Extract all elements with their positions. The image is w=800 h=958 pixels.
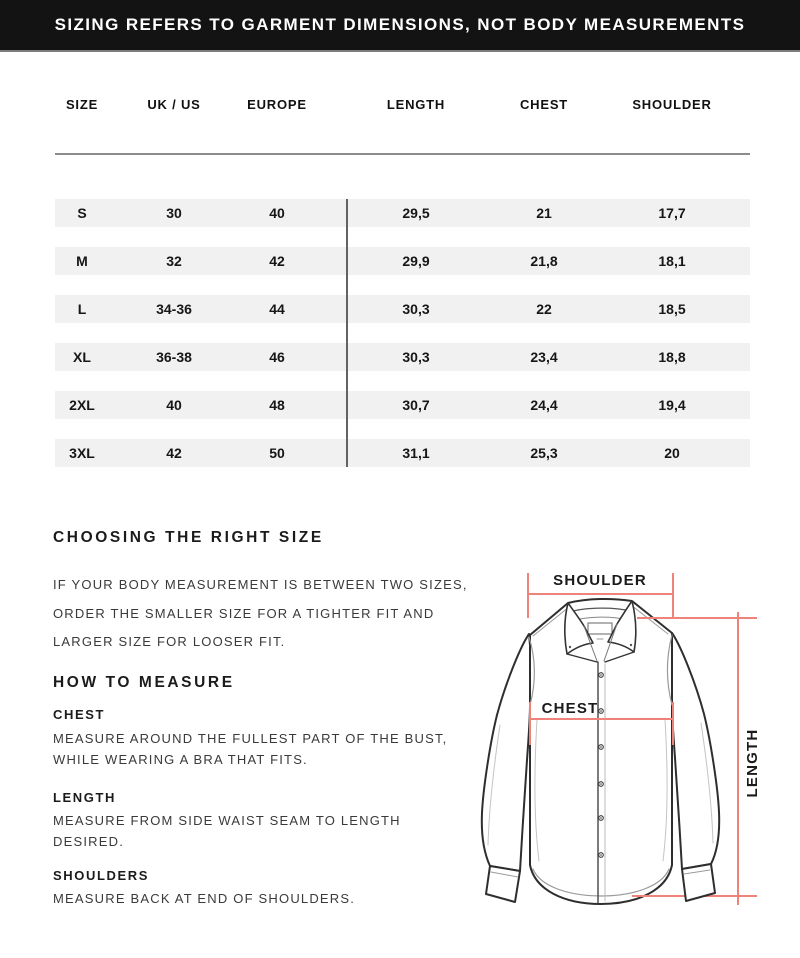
table-cell: S xyxy=(77,205,87,221)
shirt-measurement-diagram xyxy=(480,555,800,935)
measure-shoulders-text xyxy=(53,889,355,910)
table-cell: 44 xyxy=(269,301,285,317)
table-cell: 40 xyxy=(166,397,182,413)
table-row-xl xyxy=(55,343,750,371)
measure-chest-text xyxy=(53,729,448,770)
table-cell: 40 xyxy=(269,205,285,221)
table-cell: 22 xyxy=(536,301,552,317)
table-cell: 32 xyxy=(166,253,182,269)
table-cell: 31,1 xyxy=(402,445,430,461)
table-cell: 25,3 xyxy=(530,445,558,461)
table-cell: L xyxy=(77,301,87,317)
table-cell: 2XL xyxy=(69,397,95,413)
table-cell: 29,9 xyxy=(402,253,430,269)
table-cell: 19,4 xyxy=(658,397,686,413)
text-line: DESIRED. xyxy=(53,833,125,849)
table-cell: 50 xyxy=(269,445,285,461)
column-header-uk-us: UK / US xyxy=(147,97,201,112)
table-cell: 48 xyxy=(269,397,285,413)
table-cell: 30 xyxy=(166,205,182,221)
column-header-chest: CHEST xyxy=(519,97,569,112)
diagram-shoulder-label: SHOULDER xyxy=(553,572,647,589)
table-cell: M xyxy=(76,253,88,269)
text-line: MEASURE BACK AT END OF SHOULDERS. xyxy=(53,891,356,906)
table-cell: 18,8 xyxy=(658,349,686,365)
text-line: LARGER SIZE FOR LOOSER FIT. xyxy=(53,634,286,649)
table-cell: 36-38 xyxy=(156,349,192,365)
table-cell: 42 xyxy=(269,253,285,269)
table-row-2xl xyxy=(55,391,750,419)
sizing-disclaimer-banner xyxy=(0,0,800,52)
shirt-illustration xyxy=(482,599,719,904)
column-header-europe: EUROPE xyxy=(247,97,307,112)
text-line: MEASURE AROUND THE FULLEST PART OF THE BUST, xyxy=(53,731,448,746)
table-cell: 30,3 xyxy=(402,349,430,365)
text-line: ORDER THE SMALLER SIZE FOR A TIGHTER FIT AND xyxy=(53,605,435,621)
diagram-length-label: LENGTH xyxy=(744,728,761,798)
table-cell: 3XL xyxy=(69,445,95,461)
measure-chest-label: CHEST xyxy=(53,707,106,722)
header-rule xyxy=(55,153,750,155)
column-header-length: LENGTH xyxy=(386,97,446,112)
column-header-shoulder: SHOULDER xyxy=(632,97,712,112)
table-cell: 24,4 xyxy=(530,397,558,413)
table-column-divider xyxy=(346,199,348,467)
table-row-m xyxy=(55,247,750,275)
table-cell: 30,3 xyxy=(402,301,430,317)
diagram-chest-label: CHEST xyxy=(541,700,599,717)
table-cell: 42 xyxy=(166,445,182,461)
measure-shoulders-label: SHOULDERS xyxy=(53,868,150,883)
measure-length-text xyxy=(53,811,401,852)
table-cell: 18,5 xyxy=(658,301,686,317)
size-table-header xyxy=(55,95,750,115)
text-line: IF YOUR BODY MEASUREMENT IS BETWEEN TWO SIZES, xyxy=(53,577,468,592)
text-line: MEASURE FROM SIDE WAIST SEAM TO LENGTH xyxy=(53,813,401,828)
table-cell: 18,1 xyxy=(658,253,686,269)
table-cell: XL xyxy=(73,349,91,365)
table-cell: 23,4 xyxy=(530,349,558,365)
choosing-size-text xyxy=(53,571,468,657)
table-cell: 20 xyxy=(664,445,680,461)
text-line: WHILE WEARING A BRA THAT FITS. xyxy=(53,751,308,767)
table-row-3xl xyxy=(55,439,750,467)
table-cell: 21,8 xyxy=(530,253,558,269)
table-row-s xyxy=(55,199,750,227)
table-cell: 21 xyxy=(536,205,552,221)
table-cell: 17,7 xyxy=(658,205,686,221)
table-cell: 46 xyxy=(269,349,285,365)
how-to-measure-title: HOW TO MEASURE xyxy=(53,674,235,691)
table-cell: 30,7 xyxy=(402,397,430,413)
table-cell: 34-36 xyxy=(156,301,192,317)
banner-text: SIZING REFERS TO GARMENT DIMENSIONS, NOT BODY MEASUREMENTS xyxy=(54,15,746,34)
choosing-size-title: CHOOSING THE RIGHT SIZE xyxy=(53,529,324,546)
measure-length-label: LENGTH xyxy=(53,790,117,805)
table-row-l xyxy=(55,295,750,323)
column-header-size: SIZE xyxy=(65,97,99,112)
table-cell: 29,5 xyxy=(402,205,430,221)
